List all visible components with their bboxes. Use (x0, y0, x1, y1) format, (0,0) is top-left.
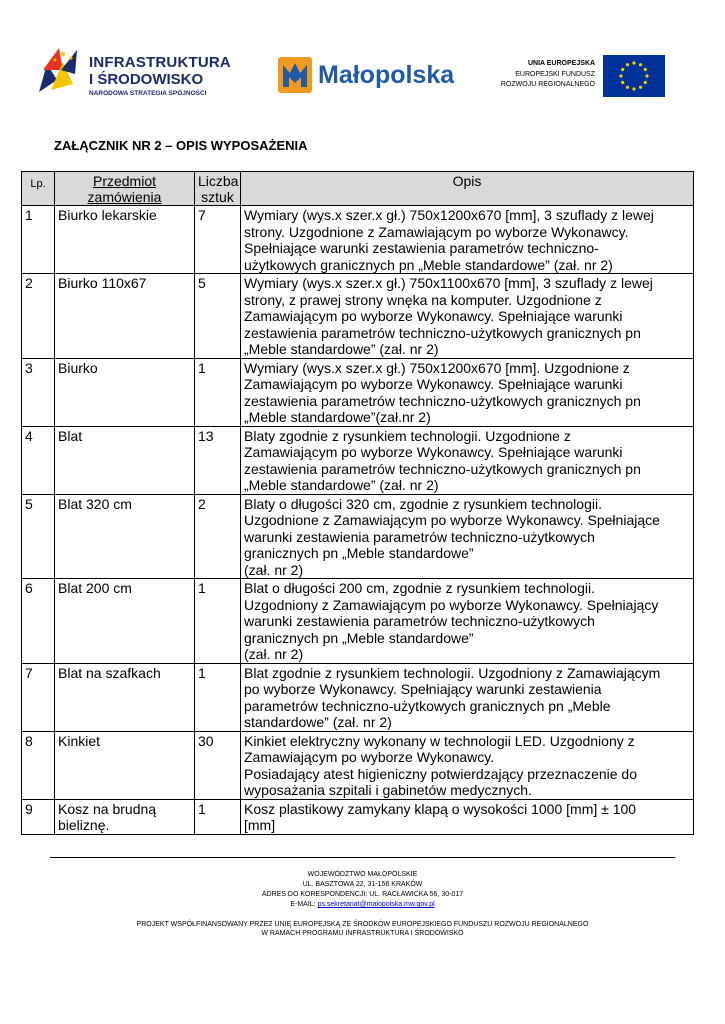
logo-line-3: NARODOWA STRATEGIA SPÓJNOŚCI (89, 90, 207, 97)
row-description-line: Uzgodnione z Zamawiającym po wyborze Wykonawcy. Spełniające (244, 512, 660, 528)
table-row (22, 358, 694, 426)
document-title: ZAŁĄCZNIK NR 2 – OPIS WYPOSAŻENIA (54, 138, 308, 153)
row-quantity: 7 (195, 206, 241, 274)
table-row (22, 206, 694, 274)
row-quantity: 1 (195, 799, 241, 834)
row-description (241, 579, 694, 664)
row-description-line: Wymiary (wys.x szer.x gł.) 750x1200x670 [mm], 3 szuflady z lewej (244, 207, 654, 223)
row-description (241, 426, 694, 494)
logo-line-1: INFRASTRUKTURA (89, 54, 231, 71)
row-quantity: 2 (195, 494, 241, 579)
row-quantity: 13 (195, 426, 241, 494)
row-description-line: Spełniające warunki zestawienia parametrów techniczno- (244, 240, 599, 256)
row-description-line: Kosz plastikowy zamykany klapą o wysokości 1000 [mm] ± 100 (244, 800, 637, 817)
row-description-line: standardowe” (zał. nr 2) (244, 714, 392, 730)
eu-line-1: UNIA EUROPEJSKA (527, 60, 595, 67)
row-item-name: Biurko 110x67 (55, 274, 195, 359)
row-lp: 4 (22, 426, 55, 494)
row-lp: 9 (22, 799, 55, 834)
header-subject-line-1: Przedmiot (92, 173, 157, 189)
malopolska-emblem-icon (278, 57, 312, 93)
eu-flag-icon (603, 55, 665, 97)
row-description-line: Zamawiającym po wyborze Wykonawcy. Spełniające warunki (244, 376, 623, 392)
row-item-name: Kinkiet (55, 731, 195, 799)
header-subject-line-2: zamówienia (87, 189, 162, 205)
footer-line-2: UL. BASZTOWA 22, 31-156 KRAKÓW (302, 881, 423, 888)
logo-line-2: I ŚRODOWISKO (89, 71, 204, 88)
row-description-line: parametrów techniczno-użytkowych granicznych pn „Meble (244, 697, 611, 714)
row-item-name: Blat (55, 426, 195, 494)
footer-email-label: E-MAIL: (290, 901, 318, 908)
table-row (22, 799, 694, 834)
table-row (22, 579, 694, 664)
row-item-name-line: Kosz na brudną (58, 800, 157, 817)
row-description-line: strony. Uzgodnione z Zamawiającym po wyborze Wykonawcy. (244, 223, 629, 240)
footer-divider (50, 857, 675, 858)
row-quantity: 1 (195, 579, 241, 664)
row-description-line: „Meble standardowe” (zał. nr 2) (244, 477, 439, 493)
footer-email-line (0, 900, 725, 909)
row-description-line: Blat zgodnie z rysunkiem technologii. Uzgodniony z Zamawiającym (244, 664, 661, 681)
table-row (22, 426, 694, 494)
row-description-line: Uzgodniony z Zamawiającym po wyborze Wykonawcy. Spełniający (244, 596, 659, 613)
row-quantity: 1 (195, 663, 241, 731)
row-item-name: Blat 320 cm (55, 494, 195, 579)
row-description-line: warunki zestawienia parametrów techniczno-użytkowych (244, 528, 595, 545)
malopolska-logo (278, 57, 458, 93)
row-description (241, 206, 694, 274)
row-description (241, 731, 694, 799)
row-description-line: zestawienia parametrów techniczno-użytkowych granicznych pn (244, 392, 641, 409)
footer-project-line-1: PROJEKT WSPÓŁFINANSOWANY PRZEZ UNIĘ EUROPEJSKĄ ZE ŚRODKÓW EUROPEJSKIEGO FUNDUSZU ROZWOJU REGIONALNEGO (136, 921, 589, 928)
row-description-line: użytkowych granicznych pn „Meble standardowe” (zał. nr 2) (244, 256, 613, 273)
footer-project-line-2: W RAMACH PROGRAMU INFRASTRUKTURA I ŚRODOWISKO (261, 930, 464, 937)
table-row (22, 494, 694, 579)
table-row (22, 274, 694, 359)
row-description (241, 663, 694, 731)
footer-email-link[interactable]: ps.sekretariat@malopolska.mw.gov.pl (317, 901, 435, 908)
row-quantity: 5 (195, 274, 241, 359)
row-description-line: (zał. nr 2) (244, 646, 304, 662)
header-quantity-line-2: sztuk (201, 189, 234, 205)
row-description-line: Blaty zgodnie z rysunkiem technologii. Uzgodnione z (244, 427, 571, 444)
nss-star-logo-icon (33, 40, 81, 100)
row-item-name: Blat na szafkach (55, 663, 195, 731)
row-description-line: Blat o długości 200 cm, zgodnie z rysunkiem technologii. (244, 580, 595, 596)
row-item-name: Blat 200 cm (55, 579, 195, 664)
row-item-name: Biurko lekarskie (55, 206, 195, 274)
header-quantity (195, 172, 241, 206)
row-lp: 2 (22, 274, 55, 359)
row-lp: 6 (22, 579, 55, 664)
row-description-line: Blaty o długości 320 cm, zgodnie z rysunkiem technologii. (244, 495, 602, 512)
row-description-line: granicznych pn „Meble standardowe” (244, 629, 474, 646)
row-description-line: Zamawiającym po wyborze Wykonawcy. Spełniające warunki (244, 308, 623, 324)
row-lp: 5 (22, 494, 55, 579)
row-description-line: „Meble standardowe”(zał.nr 2) (244, 409, 431, 425)
row-quantity: 1 (195, 358, 241, 426)
row-description (241, 494, 694, 579)
row-description-line: (zał. nr 2) (244, 561, 304, 578)
row-quantity: 30 (195, 731, 241, 799)
table-row (22, 663, 694, 731)
row-description-line: „Meble standardowe” (zał. nr 2) (244, 341, 439, 357)
header-lp: Lp. (22, 172, 55, 206)
row-description-line: Posiadający atest higieniczny potwierdzający przeznaczenie do (244, 765, 637, 782)
row-description-line: Kinkiet elektryczny wykonany w technologii LED. Uzgodniony z (244, 732, 635, 749)
header-description: Opis (241, 172, 694, 206)
row-item-name (55, 799, 195, 834)
footer-line-1: WOJEWÓDZTWO MAŁOPOLSKIE (307, 871, 418, 878)
row-description (241, 274, 694, 359)
row-description-line: po wyborze Wykonawcy. Spełniający warunki zestawienia (244, 681, 602, 697)
row-description-line: Wymiary (wys.x szer.x gł.) 750x1200x670 [mm]. Uzgodnione z (244, 359, 630, 376)
row-description-line: Zamawiającym po wyborze Wykonawcy. (244, 749, 495, 765)
malopolska-name: Małopolska (318, 61, 455, 89)
row-description-line: granicznych pn „Meble standardowe” (244, 545, 474, 561)
eu-line-3: ROZWOJU REGIONALNEGO (500, 81, 595, 88)
header-subject (55, 172, 195, 206)
footer-line-3: ADRES DO KORESPONDENCJI: UL. RACŁAWICKA 56, 30-017 (261, 891, 464, 898)
row-description-line: zestawienia parametrów techniczno-użytkowych granicznych pn (244, 324, 641, 341)
row-description (241, 799, 694, 834)
row-item-name-line: bieliznę. (58, 817, 110, 833)
row-description (241, 358, 694, 426)
eu-line-2: EUROPEJSKI FUNDUSZ (515, 71, 595, 78)
row-item-name: Biurko (55, 358, 195, 426)
row-lp: 1 (22, 206, 55, 274)
row-lp: 8 (22, 731, 55, 799)
eu-logo (490, 55, 665, 99)
row-description-line: warunki zestawienia parametrów techniczno-użytkowych (244, 613, 595, 629)
equipment-table (21, 171, 694, 835)
row-description-line: Zamawiającym po wyborze Wykonawcy. Spełniające warunki (244, 444, 623, 460)
row-description-line: wyposażania szpitali i gabinetów medycznych. (244, 782, 532, 798)
row-description-line: zestawienia parametrów techniczno-użytkowych granicznych pn (244, 460, 641, 477)
header-quantity-line-1: Liczba (198, 173, 239, 189)
row-lp: 7 (22, 663, 55, 731)
row-description-line: [mm] (244, 817, 276, 833)
row-lp: 3 (22, 358, 55, 426)
row-description-line: strony, z prawej strony wnęka na komputer. Uzgodnione z (244, 291, 602, 308)
infrastruktura-logo (33, 40, 233, 100)
table-row (22, 731, 694, 799)
table-header-row (22, 172, 694, 206)
row-description-line: Wymiary (wys.x szer.x gł.) 750x1100x670 [mm], 3 szuflady z lewej (244, 275, 653, 291)
